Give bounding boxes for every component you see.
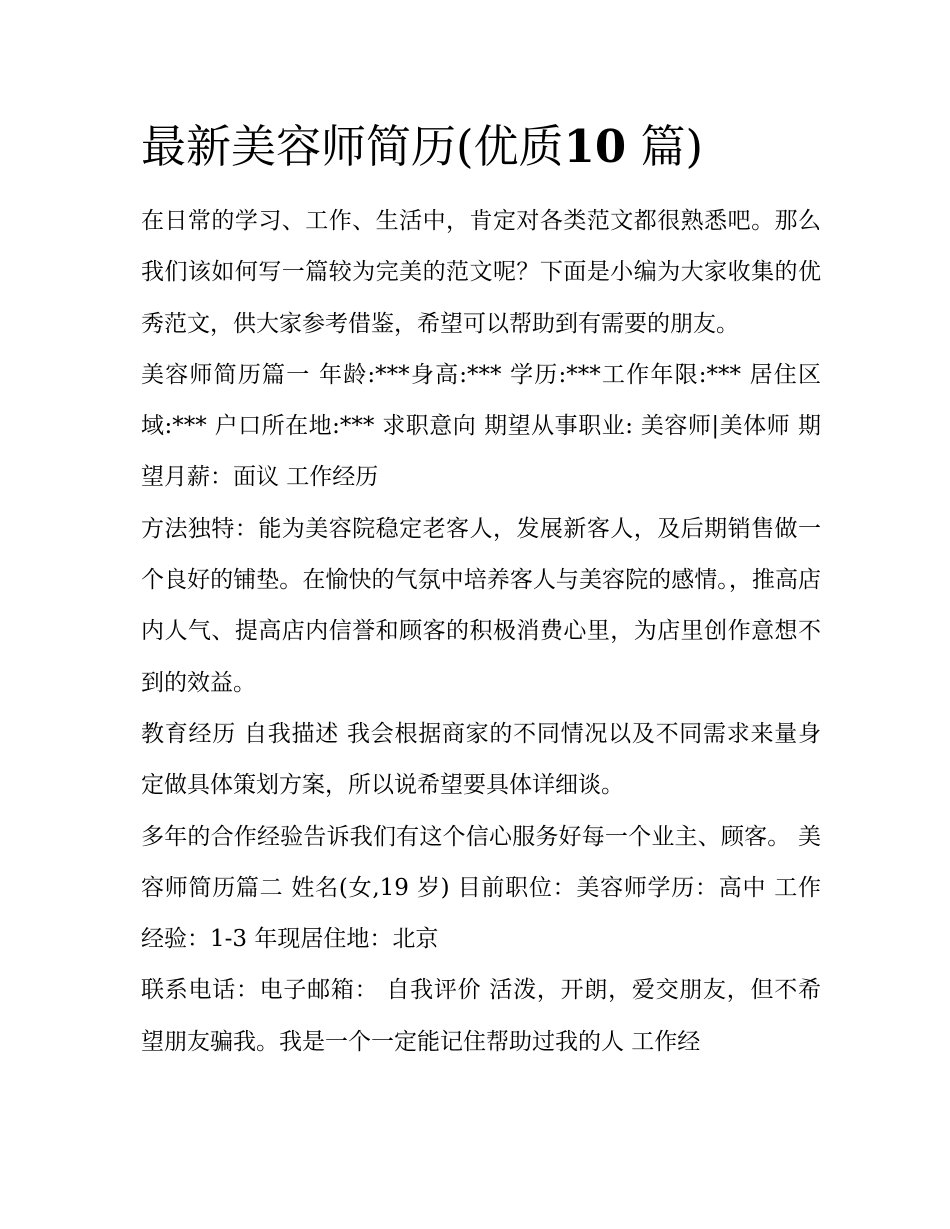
page-title [141, 116, 841, 178]
contact-self-evaluation-paragraph: 联系电话：电子邮箱： 自我评价 活泼，开朗，爱交朋友，但不希望朋友骗我。我是一个一定能记住帮助过我的人 工作经 [141, 977, 821, 1055]
document-body [141, 196, 821, 1068]
work-method-paragraph: 方法独特：能为美容院稳定老客人，发展新客人，及后期销售做一个良好的铺垫。在愉快的气氛中培养客人与美容院的感情。，推高店内人气、提高店内信誉和顾客的积极消费心里，为店里创作意想不到的效益。 [141, 515, 821, 696]
title-suffix: 篇) [640, 120, 704, 173]
title-number: 10 [563, 120, 627, 173]
title-prefix: 最新美容师简历(优质 [141, 120, 564, 173]
education-self-description-paragraph: 教育经历 自我描述 我会根据商家的不同情况以及不同需求来量身定做具体策划方案，所以说希望要具体详细谈。 [141, 720, 821, 799]
resume-two-header-paragraph: 多年的合作经验告诉我们有这个信心服务好每一个业主、顾客。 美容师简历篇二 姓名(女,19 岁) 目前职位：美容师学历：高中 工作经验：1-3 年现居住地：北京 [141, 823, 821, 953]
intro-paragraph: 在日常的学习、工作、生活中，肯定对各类范文都很熟悉吧。那么我们该如何写一篇较为完美的范文呢？下面是小编为大家收集的优秀范文，供大家参考借鉴，希望可以帮助到有需要的朋友。 [141, 208, 821, 337]
resume-one-header-paragraph: 美容师简历篇一 年龄:***身高:*** 学历:***工作年限:*** 居住区域:*** 户口所在地:*** 求职意向 期望从事职业: 美容师|美体师 期望月薪：面议 工作经历 [141, 361, 821, 491]
